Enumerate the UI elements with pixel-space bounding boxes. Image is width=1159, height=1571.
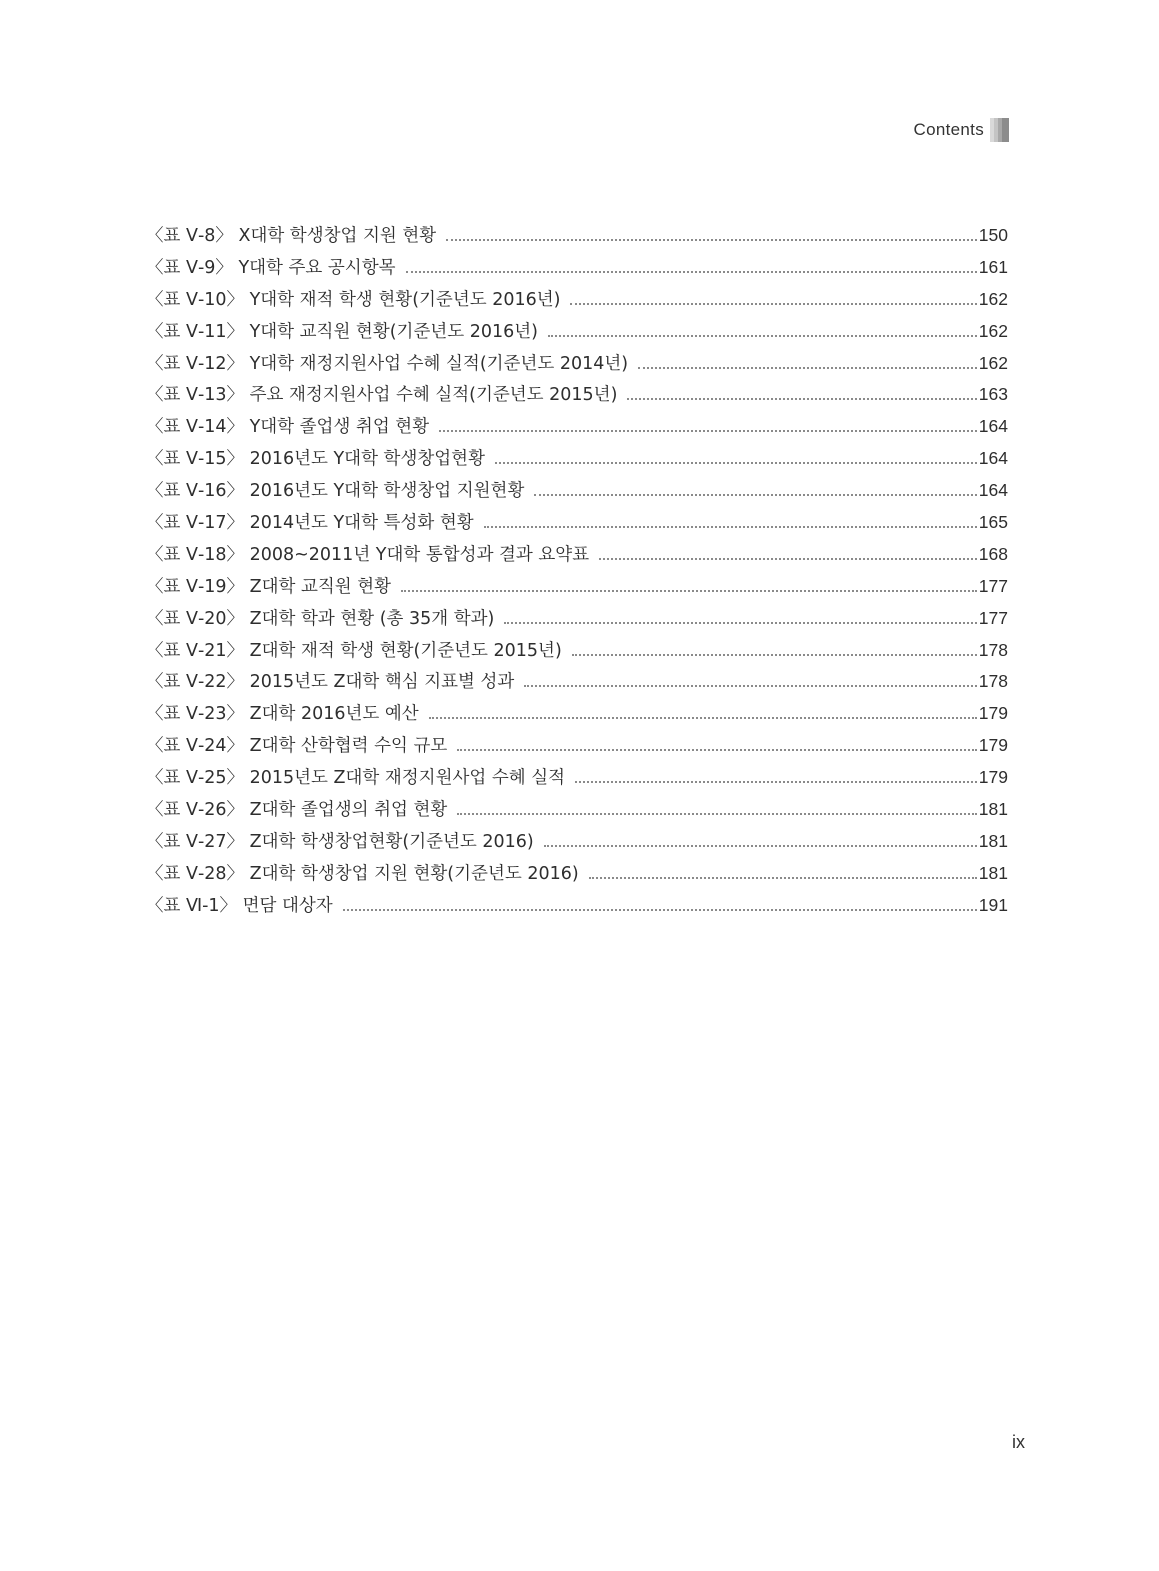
toc-entry-page: 177 xyxy=(978,575,1008,596)
toc-entry-page: 164 xyxy=(978,448,1008,469)
header-bar xyxy=(1002,118,1009,142)
toc-entry-title: 〈표 Ⅴ-12〉 Y대학 재정지원사업 수혜 실적(기준년도 2014년) xyxy=(146,353,629,374)
toc-entry[interactable] xyxy=(146,603,1008,635)
toc-entry-page: 164 xyxy=(978,480,1008,501)
toc-entry[interactable] xyxy=(146,475,1008,507)
toc-dot-leader xyxy=(575,781,977,783)
toc-entry[interactable] xyxy=(146,252,1008,284)
toc-entry-page: 162 xyxy=(978,288,1008,309)
toc-entry[interactable] xyxy=(146,443,1008,475)
header-title: Contents xyxy=(913,120,984,139)
toc-entry[interactable] xyxy=(146,220,1008,252)
toc-entry-page: 177 xyxy=(978,607,1008,628)
toc-entry-page: 163 xyxy=(978,384,1008,405)
toc-entry-page: 181 xyxy=(978,799,1008,820)
toc-dot-leader xyxy=(401,590,977,592)
toc-dot-leader xyxy=(406,271,977,273)
toc-entry[interactable] xyxy=(146,348,1008,380)
toc-entry-title: 〈표 Ⅴ-19〉 Z대학 교직원 현황 xyxy=(146,576,392,597)
toc-dot-leader xyxy=(457,749,976,751)
toc-entry-title: 〈표 Ⅴ-23〉 Z대학 2016년도 예산 xyxy=(146,704,419,725)
header-decoration-bars xyxy=(990,118,1009,142)
toc-entry[interactable] xyxy=(146,539,1008,571)
toc-entry-title: 〈표 Ⅴ-9〉 Y대학 주요 공시항목 xyxy=(146,257,396,278)
toc-entry-page: 191 xyxy=(978,894,1008,915)
toc-dot-leader xyxy=(446,239,977,241)
toc-entry[interactable] xyxy=(146,858,1008,890)
toc-entry-title: 〈표 Ⅴ-8〉 X대학 학생창업 지원 현황 xyxy=(146,226,437,246)
toc-dot-leader xyxy=(570,303,976,305)
toc-entry[interactable] xyxy=(146,698,1008,730)
toc-entry-page: 179 xyxy=(978,735,1008,756)
toc-entry-title: 〈표 Ⅴ-10〉 Y대학 재적 학생 현황(기준년도 2016년) xyxy=(146,289,561,310)
toc-entry-title: 〈표 Ⅴ-17〉 2014년도 Y대학 특성화 현황 xyxy=(146,513,474,534)
toc-entry-title: 〈표 Ⅴ-22〉 2015년도 Z대학 핵심 지표별 성과 xyxy=(146,672,515,693)
toc-dot-leader xyxy=(599,558,977,560)
toc-entry[interactable] xyxy=(146,635,1008,667)
toc-entry-page: 162 xyxy=(978,320,1008,341)
toc-entry-title: 〈표 Ⅴ-14〉 Y대학 졸업생 취업 현황 xyxy=(146,417,430,438)
toc-entry-title: 〈표 Ⅴ-28〉 Z대학 학생창업 지원 현황(기준년도 2016) xyxy=(146,863,579,884)
toc-entry-page: 161 xyxy=(978,256,1008,277)
toc-entry[interactable] xyxy=(146,284,1008,316)
toc-entry[interactable] xyxy=(146,379,1008,411)
toc-dot-leader xyxy=(638,367,977,369)
toc-entry-title: 〈표 Ⅵ-1〉 면담 대상자 xyxy=(146,895,333,916)
toc-dot-leader xyxy=(457,813,976,815)
toc-entry[interactable] xyxy=(146,794,1008,826)
toc-entry-page: 179 xyxy=(978,767,1008,788)
toc-entry-page: 165 xyxy=(978,512,1008,533)
toc-dot-leader xyxy=(343,909,977,911)
toc-entry-page: 181 xyxy=(978,830,1008,851)
toc-dot-leader xyxy=(548,335,977,337)
toc-entry-page: 150 xyxy=(978,225,1008,245)
toc-entry[interactable] xyxy=(146,316,1008,348)
toc-entry[interactable] xyxy=(146,826,1008,858)
toc-dot-leader xyxy=(524,685,976,687)
toc-entry[interactable] xyxy=(146,666,1008,698)
toc-entry[interactable] xyxy=(146,411,1008,443)
toc-entry-title: 〈표 Ⅴ-15〉 2016년도 Y대학 학생창업현황 xyxy=(146,449,485,470)
toc-entry-page: 181 xyxy=(978,862,1008,883)
toc-entry-title: 〈표 Ⅴ-21〉 Z대학 재적 학생 현황(기준년도 2015년) xyxy=(146,640,562,661)
toc-entry-title: 〈표 Ⅴ-24〉 Z대학 산학협력 수익 규모 xyxy=(146,736,448,757)
page-number: ix xyxy=(1012,1432,1025,1452)
toc-entry-page: 179 xyxy=(978,703,1008,724)
toc-dot-leader xyxy=(589,877,977,879)
toc-entry-page: 178 xyxy=(978,671,1008,692)
table-of-contents-list xyxy=(146,220,1008,922)
toc-entry-title: 〈표 Ⅴ-20〉 Z대학 학과 현황 (총 35개 학과) xyxy=(146,608,495,629)
toc-dot-leader xyxy=(572,654,977,656)
toc-entry[interactable] xyxy=(146,890,1008,922)
running-header xyxy=(914,118,1009,142)
toc-entry[interactable] xyxy=(146,730,1008,762)
toc-entry[interactable] xyxy=(146,571,1008,603)
toc-entry-title: 〈표 Ⅴ-18〉 2008~2011년 Y대학 통합성과 결과 요약표 xyxy=(146,544,590,565)
toc-entry[interactable] xyxy=(146,762,1008,794)
toc-dot-leader xyxy=(504,622,976,624)
toc-dot-leader xyxy=(627,398,976,400)
toc-entry[interactable] xyxy=(146,507,1008,539)
toc-dot-leader xyxy=(439,430,977,432)
toc-entry-title: 〈표 Ⅴ-27〉 Z대학 학생창업현황(기준년도 2016) xyxy=(146,831,534,852)
toc-dot-leader xyxy=(495,462,977,464)
toc-entry-title: 〈표 Ⅴ-25〉 2015년도 Z대학 재정지원사업 수혜 실적 xyxy=(146,768,566,789)
toc-entry-title: 〈표 Ⅴ-16〉 2016년도 Y대학 학생창업 지원현황 xyxy=(146,481,525,502)
toc-entry-title: 〈표 Ⅴ-13〉 주요 재정지원사업 수혜 실적(기준년도 2015년) xyxy=(146,385,618,406)
toc-entry-title: 〈표 Ⅴ-26〉 Z대학 졸업생의 취업 현황 xyxy=(146,800,448,821)
toc-entry-page: 162 xyxy=(978,352,1008,373)
toc-entry-page: 168 xyxy=(978,543,1008,564)
toc-entry-page: 178 xyxy=(978,639,1008,660)
toc-dot-leader xyxy=(484,526,977,528)
toc-entry-page: 164 xyxy=(978,416,1008,437)
toc-dot-leader xyxy=(429,717,977,719)
toc-dot-leader xyxy=(534,494,976,496)
toc-dot-leader xyxy=(544,845,977,847)
toc-entry-title: 〈표 Ⅴ-11〉 Y대학 교직원 현황(기준년도 2016년) xyxy=(146,321,539,342)
